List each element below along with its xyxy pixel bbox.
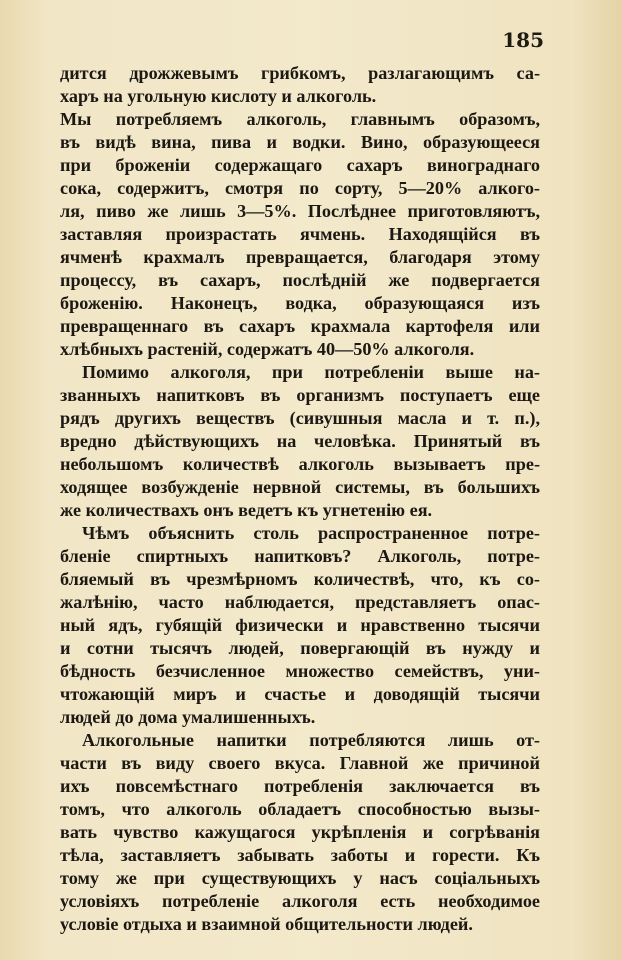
- page-number: 185: [502, 28, 544, 52]
- text-line: хлѣбныхъ растеній, содержатъ 40—50% алкоголя.: [60, 339, 475, 359]
- text-line: званныхъ напитковъ въ организмъ поступаетъ еще: [60, 385, 540, 405]
- text-line: дится дрожжевымъ грибкомъ, разлагающимъ са-: [60, 63, 540, 83]
- text-line: Чѣмъ объяснить столь распространенное потре-: [82, 523, 540, 543]
- text-line: бленіе спиртныхъ напитковъ? Алкоголь, потре-: [60, 546, 540, 566]
- text-line: чтожающій миръ и счастье и доводящій тысячи: [60, 684, 540, 704]
- text-line: людей до дома умалишенныхъ.: [60, 707, 316, 727]
- text-line: Помимо алкоголя, при потребленіи выше на-: [82, 362, 540, 382]
- text-line: ля, пиво же лишь 3—5%. Послѣднее приготовляютъ,: [60, 201, 540, 221]
- text-line: части въ виду своего вкуса. Главной же причиной: [60, 753, 540, 773]
- text-line: тому же при существующихъ у насъ соціальныхъ: [60, 868, 540, 888]
- text-line: вредно дѣйствующихъ на человѣка. Принятый въ: [60, 431, 540, 451]
- body-text: [60, 62, 540, 936]
- text-line: бляемый въ чрезмѣрномъ количествѣ, что, къ со-: [60, 569, 540, 589]
- text-line: процессу, въ сахаръ, послѣдній же подвергается: [60, 270, 540, 290]
- text-line: харъ на угольную кислоту и алкоголь.: [60, 86, 377, 106]
- text-line: превращеннаго въ сахаръ крахмала картофеля или: [60, 316, 540, 336]
- text-line: же количествахъ онъ ведетъ къ угнетенію ея.: [60, 500, 433, 520]
- text-line: условіяхъ потребленіе алкоголя есть необходимое: [60, 891, 540, 911]
- text-line: ячменѣ крахмалъ превращается, благодаря этому: [60, 247, 540, 267]
- text-line: тѣла, заставляетъ забывать заботы и горести. Къ: [60, 845, 540, 865]
- text-line: рядъ другихъ веществъ (сивушныя масла и т. п.),: [60, 408, 540, 428]
- text-line: Мы потребляемъ алкоголь, главнымъ образомъ,: [60, 109, 540, 129]
- text-line: броженію. Наконецъ, водка, образующаяся изъ: [60, 293, 540, 313]
- text-line: заставляя произрастать ячмень. Находящійся въ: [60, 224, 540, 244]
- text-line: Алкогольные напитки потребляются лишь от-: [82, 730, 540, 750]
- text-line: сока, содержитъ, смотря по сорту, 5—20% алкого-: [60, 178, 540, 198]
- text-line: ный ядъ, губящій физически и нравственно тысячи: [60, 615, 540, 635]
- text-line: условіе отдыха и взаимной общительности людей.: [60, 914, 473, 934]
- text-line: при броженіи содержащаго сахаръ винограднаго: [60, 155, 540, 175]
- text-line: жалѣнію, часто наблюдается, представляетъ опас-: [60, 592, 540, 612]
- text-line: и сотни тысячъ людей, повергающій въ нужду и: [60, 638, 540, 658]
- text-line: бѣдность безчисленное множество семействъ, уни-: [60, 661, 540, 681]
- text-line: ходящее возбужденіе нервной системы, въ большихъ: [60, 477, 540, 497]
- text-line: ихъ повсемѣстнаго потребленія заключается въ: [60, 776, 540, 796]
- text-line: небольшомъ количествѣ алкоголь вызываетъ пре-: [60, 454, 540, 474]
- text-line: вать чувство кажущагося укрѣпленія и согрѣванія: [60, 822, 540, 842]
- text-line: томъ, что алкоголь обладаетъ способностью вызы-: [60, 799, 540, 819]
- text-line: въ видѣ вина, пива и водки. Вино, образующееся: [60, 132, 540, 152]
